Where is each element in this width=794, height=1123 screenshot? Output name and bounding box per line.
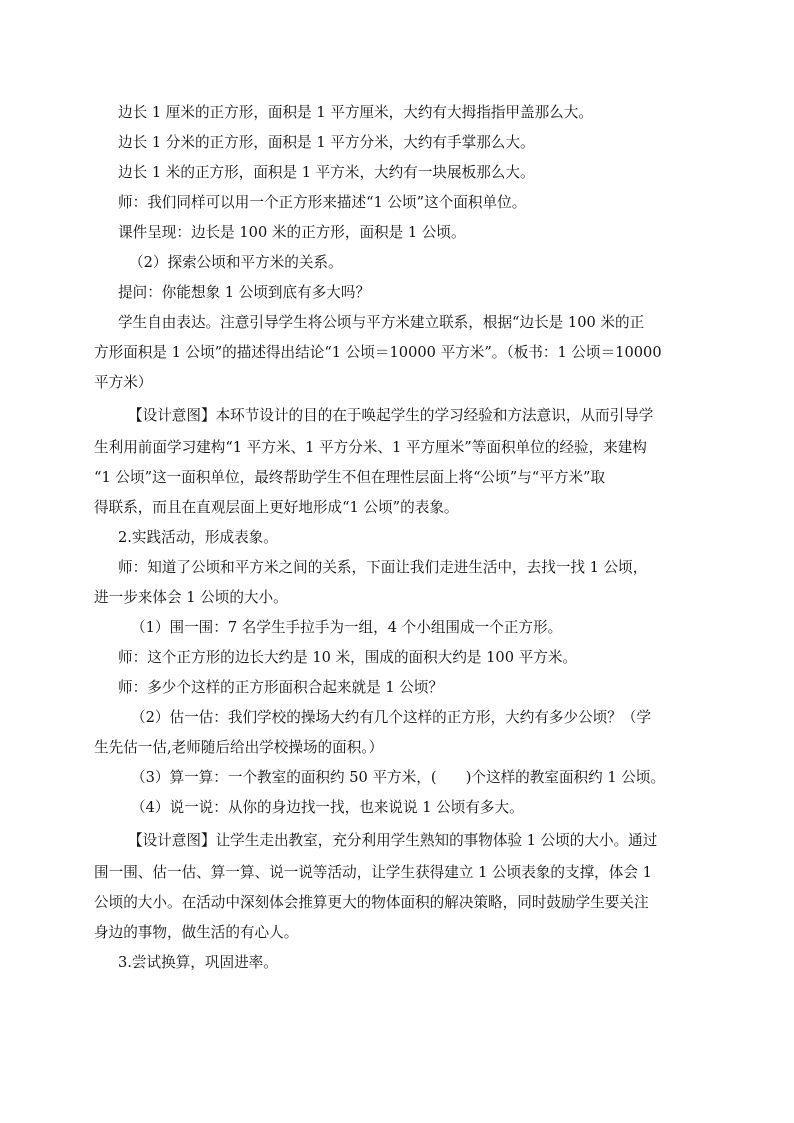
activity-item: （1）围一围：7 名学生手拉手为一组，4 个小组围成一个正方形。: [131, 619, 563, 636]
design-intent-line: 公顷的大小。在活动中深刻体会推算更大的物体面积的解决策略，同时鼓励学生要关注: [94, 894, 649, 911]
paragraph-line: 方形面积是 1 公顷”的描述得出结论“1 公顷＝10000 平方米”。（板书：1 公顷＝10000: [94, 344, 662, 361]
paragraph-line: 提问：你能想象 1 公顷到底有多大吗？: [118, 284, 371, 301]
design-intent-line: 围一围、估一估、算一算、说一说等活动，让学生获得建立 1 公顷表象的支撑，体会 1: [94, 864, 652, 881]
subsection-heading: （2）探索公顷和平方米的关系。: [129, 254, 343, 271]
paragraph-line: 进一步来体会 1 公顷的大小。: [94, 589, 288, 606]
paragraph-line: 课件呈现：边长是 100 米的正方形，面积是 1 公顷。: [118, 224, 466, 241]
paragraph-line: 学生自由表达。注意引导学生将公顷与平方米建立联系，根据“边长是 100 米的正: [118, 314, 645, 331]
design-intent-line: 得联系，而且在直观层面上更好地形成“1 公顷”的表象。: [94, 499, 459, 516]
section-heading: 2.实践活动，形成表象。: [118, 529, 278, 546]
design-intent-line: 身边的事物，做生活的有心人。: [94, 924, 299, 941]
paragraph-line: 边长 1 米的正方形，面积是 1 平方米，大约有一块展板那么大。: [118, 164, 535, 181]
paragraph-line: 师：多少个这样的正方形面积合起来就是 1 公顷？: [118, 679, 444, 696]
paragraph-line: 边长 1 厘米的正方形，面积是 1 平方厘米，大约有大拇指指甲盖那么大。: [118, 104, 593, 121]
section-heading: 3.尝试换算，巩固进率。: [118, 954, 278, 971]
paragraph-line: 生先估一估,老师随后给出学校操场的面积。）: [94, 739, 384, 756]
design-intent-line: 生利用前面学习建构“1 平方米、1 平方分米、1 平方厘米”等面积单位的经验，来建构: [94, 439, 647, 456]
design-intent-line: “1 公顷”这一面积单位，最终帮助学生不但在理性层面上将“公顷”与“平方米”取: [94, 469, 606, 486]
paragraph-line: 师：这个正方形的边长大约是 10 米，围成的面积大约是 100 平方米。: [118, 649, 578, 666]
paragraph-line: 师：我们同样可以用一个正方形来描述“1 公顷”这个面积单位。: [118, 194, 527, 211]
document-body: [94, 98, 702, 978]
activity-item: （3）算一算：一个教室的面积约 50 平方米，( )个这样的教室面积约 1 公顷。: [131, 769, 666, 786]
design-intent-line: 【设计意图】本环节设计的目的在于唤起学生的学习经验和方法意识，从而引导学: [128, 407, 654, 424]
activity-item: （4）说一说：从你的身边找一找，也来说说 1 公顷有多大。: [131, 799, 524, 816]
paragraph-line: 师：知道了公顷和平方米之间的关系，下面让我们走进生活中，去找一找 1 公顷，: [118, 559, 648, 576]
paragraph-line: 边长 1 分米的正方形，面积是 1 平方分米，大约有手掌那么大。: [118, 134, 535, 151]
paragraph-line: 平方米）: [94, 374, 153, 391]
activity-item: （2）估一估：我们学校的操场大约有几个这样的正方形，大约有多少公顷？（学: [131, 709, 652, 726]
design-intent-line: 【设计意图】让学生走出教室，充分利用学生熟知的事物体验 1 公顷的大小。通过: [128, 832, 658, 849]
